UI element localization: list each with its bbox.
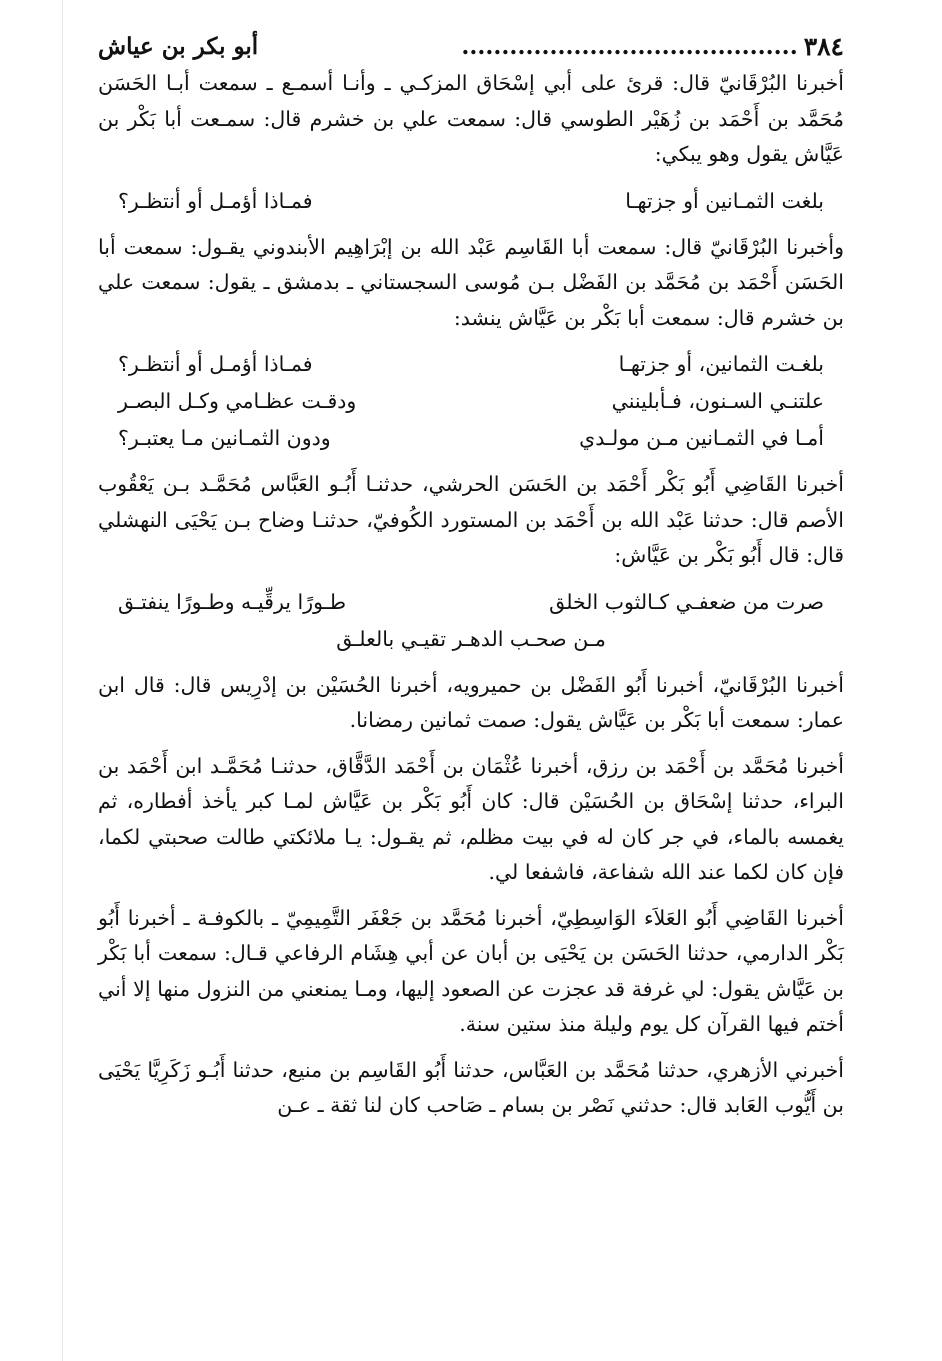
second-hemistich: طـورًا يرقِّيـه وطـورًا ينفتـق [118, 589, 347, 614]
poem-verses [98, 183, 844, 220]
second-hemistich: ودون الثمـانين مـا يعتبـر؟ [118, 426, 331, 450]
second-hemistich: فمـاذا أؤمـل أو أنتظـر؟ [118, 188, 313, 213]
verse-line [98, 183, 844, 220]
paragraph: أخبرنا مُحَمَّد بن أَحْمَد بن رزق، أخبرنا عُثْمَان بن أَحْمَد الدَّقَّاق، حدثنـا مُحَمَّـد ابن أَحْمَد بن البراء، حدثنا إسْحَاق بن الحُسَيْن قال: كان أَبُو بَكْر بن عَيَّاش لمـا كبر يأخذ أفطاره، ثم يغمسه بالماء، في جر كان له في بيت مظلم، ثم يقـول: يـا ملائكتي طالت صحبتي لكما، فإن كان لكما عند الله شفاعة، فاشفعا لي. [98, 753, 844, 884]
verse-centered-line: مـن صحـب الدهـر تقيـي بالعلـق [336, 626, 606, 651]
verse-line [98, 420, 844, 457]
verse-line [98, 383, 844, 420]
paragraph: أخبرني الأزهري، حدثنا مُحَمَّد بن العَبَّاس، حدثنا أَبُو القَاسِم بن منيع، حدثنا أَبُـو زَكَرِيَّا يَحْيَى بن أَيُّوب العَابد قال: حدثني نَصْر بن بسام ـ صَاحب كان لنا ثقة ـ عـن [98, 1057, 844, 1117]
first-hemistich: أمـا في الثمـانين مـن مولـدي [579, 426, 824, 450]
verse-line [98, 346, 844, 383]
paragraph: أخبرنا القَاضِي أَبُو العَلاَء الوَاسِطِيّ، أخبرنا مُحَمَّد بن جَعْفَر التَّمِيمِيّ ـ بالكوفـة ـ أخبرنا أَبُو بَكْر الدارمي، حدثنا الحَسَن بن يَحْيَى بن أبان عن أبي هِشَام الرفاعي قـال: سمعت أبا بَكْر بن عَيَّاش يقول: لي غرفة قد عجزت عن الصعود إليها، ومـا يمنعني من النزول منها إلا أني أختم فيها القرآن كل يوم وليلة منذ ستين سنة. [98, 905, 844, 1036]
first-hemistich: صرت من ضعفـي كـالثوب الخلق [549, 589, 824, 614]
poem-verses [98, 346, 844, 457]
running-title: أبو بكر بن عياش [98, 32, 259, 60]
poem-verses [98, 584, 844, 658]
paragraph: وأخبرنا البُرْقَانيّ قال: سمعت أبا القَاسِم عَبْد الله بن إبْرَاهِيم الأبندوني يقـول: سمعت أبا الحَسَن أَحْمَد بن مُحَمَّد بن الفَضْل بـن مُوسى السجستاني ـ بدمشق ـ يقول: سمعت علي بن خشرم قال: سمعت أبا بَكْر بن عَيَّاش ينشد: [98, 234, 844, 330]
paragraph: أخبرنا البُرْقَانيّ، أخبرنا أَبُو الفَضْل بن حميرويه، أخبرنا الحُسَيْن بن إدْرِيس قال: قال ابن عمار: سمعت أبا بَكْر بن عَيَّاش يقول: صمت ثمانين رمضانا. [98, 672, 844, 732]
first-hemistich: علتنـي السـنون، فـأبلينني [611, 389, 824, 413]
paragraph: أخبرنا القَاضِي أَبُو بَكْر أَحْمَد بن الحَسَن الحرشي، حدثنـا أَبُـو العَبَّاس مُحَمَّـد بـن يَعْقُوب الأصم قال: حدثنا عَبْد الله بن أَحْمَد بن المستورد الكُوفيّ، حدثنـا وضاح بـن يَحْيَى النهشلي قال: قال أَبُو بَكْر بن عَيَّاش: [98, 472, 844, 567]
verse-line [98, 584, 844, 621]
page-edge-line [62, 0, 63, 1361]
first-hemistich: بلغت الثمـانين أو جزتهـا [625, 188, 824, 213]
header-leader-dots: .......................................... [461, 32, 798, 60]
first-hemistich: بلغـت الثمانين، أو جزتهـا [618, 352, 824, 376]
page-number: ٣٨٤ [803, 31, 844, 61]
second-hemistich: فمـاذا أؤمـل أو أنتظـر؟ [118, 352, 313, 376]
second-hemistich: ودقـت عظـامي وكـل البصـر [118, 389, 357, 413]
running-header [98, 28, 844, 64]
paragraph: أخبرنا البُرْقَانيّ قال: قرئ على أبي إسْحَاق المزكـي ـ وأنـا أسمـع ـ سمعت أبـا الحَسَن مُحَمَّد بن أَحْمَد بن زُهَيْر الطوسي قال: سمعت علي بن خشرم قال: سمـعت أبا بَكْر بن عَيَّاش يقول وهو يبكي: [98, 71, 844, 166]
page-body [98, 66, 844, 1134]
